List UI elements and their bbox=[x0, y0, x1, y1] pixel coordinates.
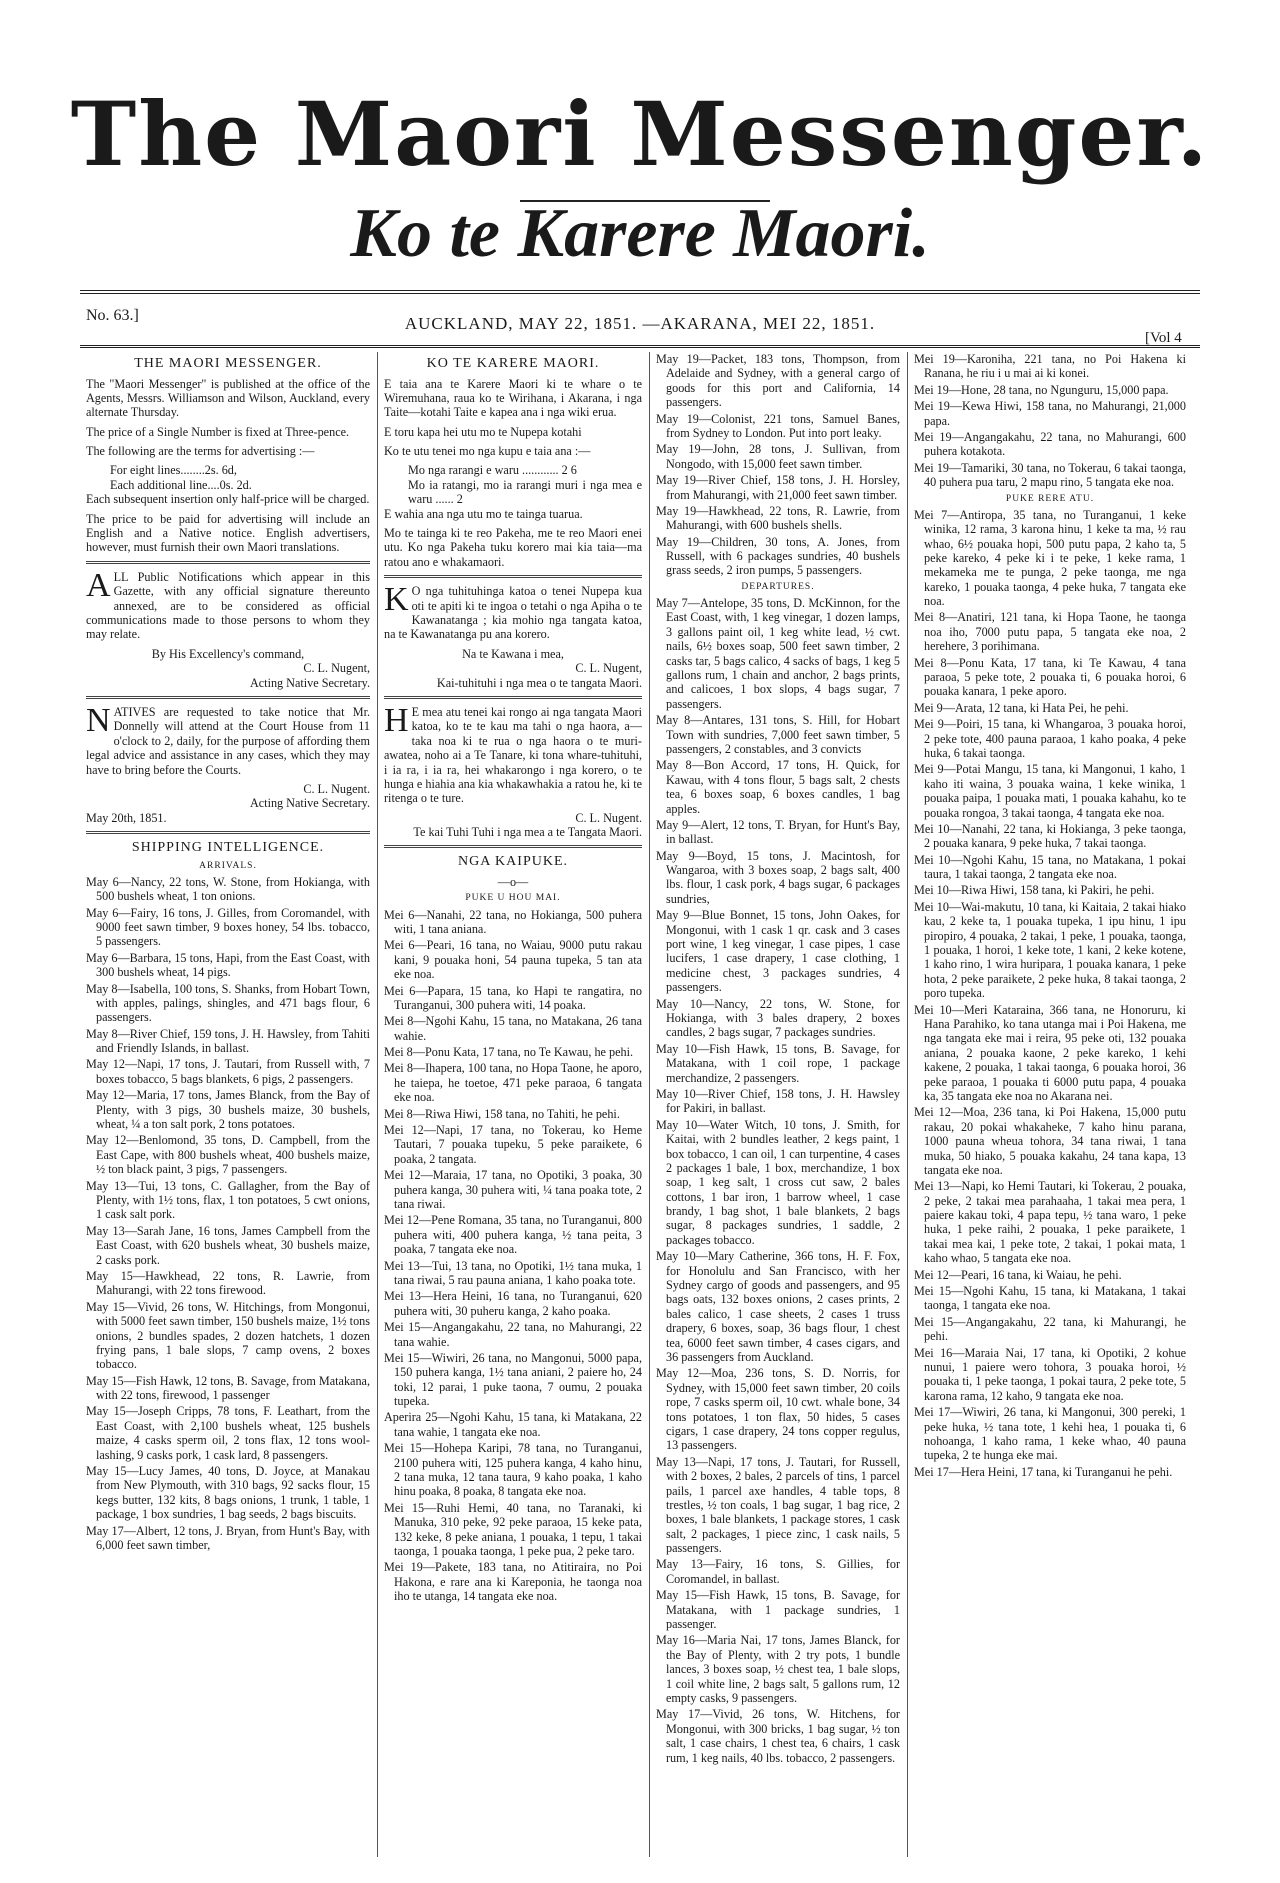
issue-volume: [Vol 4 bbox=[1145, 330, 1182, 346]
shipping-entry: Mei 10—Wai-makutu, 10 tana, ki Kaitaia, 2 takai hiako kau, 2 keke ta, 1 pouaka tupeka, 1 ipu hinu, 1 ipu piropiro, 4 pouaka, 2 takai, 1 peke, 1 pouaka, taonga, 1 pouaka, 1 horoi, 1 keke tote, 1 kani, 2 keke kotene, 1 kaho rino, 1 wira huripara, 1 pouaka kanara, 1 peke hota, 2 peke paraikete, 2 peke huka, 8 takai taonga, 2 poro tupeka. bbox=[914, 899, 1186, 1001]
price-notice: E toru kapa hei utu mo te Nupepa kotahi bbox=[384, 424, 582, 439]
shipping-entry: Mei 9—Potai Mangu, 15 tana, ki Mangonui, 1 kaho, 1 kaho iti waina, 3 pouaka waina, 1 keke winika, 1 pouaka paipa, 1 pouaka mati, 1 pouaka kahahu, ko te pouaka rongoa, 3 takai taonga, 4 tangata eke noa. bbox=[914, 762, 1186, 820]
shipping-entry: May 10—Nancy, 22 tons, W. Stone, for Hokianga, with 3 bales drapery, 2 boxes candles, 2 bags sugar, 7 packages sundries. bbox=[656, 996, 900, 1040]
shipping-entry: Mei 8—Anatiri, 121 tana, ki Hopa Taone, he taonga noa iho, 7000 putu papa, 5 tangata eke noa, 2 herehere, 3 porihimana. bbox=[914, 610, 1186, 654]
shipping-entry: May 13—Napi, 17 tons, J. Tautari, for Russell, with 2 boxes, 2 bales, 2 parcels of tins, 1 parcel pails, 1 parcel axe handles, 4 table tops, 8 trestles, ½ ton coals, 1 bag sugar, 1 bag rice, 2 boxes, 1 bale blankets, 1 package stores, 1 cask salt, 2 packages, 1 piece zinc, 1 cask nails, 5 passengers. bbox=[656, 1454, 900, 1556]
masthead bbox=[0, 0, 1280, 290]
signature-title: Acting Native Secretary. bbox=[249, 675, 370, 690]
public-notifications bbox=[384, 581, 642, 642]
arrivals-list bbox=[384, 908, 642, 1604]
shipping-entry: Mei 9—Arata, 12 tana, ki Hata Pei, he pehi. bbox=[914, 700, 1129, 715]
shipping-entry: May 16—Maria Nai, 17 tons, James Blanck, for the Bay of Plenty, with 2 try pots, 1 bundle lances, 3 boxes soap, ½ chest tea, 1 bale slops, 1 coil white line, 2 bags salt, 5 gallons rum, 12 empty casks, 9 passengers. bbox=[656, 1633, 900, 1705]
arrivals-list bbox=[86, 875, 370, 1553]
arrivals-list bbox=[914, 352, 1186, 490]
shipping-entry: May 15—Hawkhead, 22 tons, R. Lawrie, from Mahurangi, with 22 tons firewood. bbox=[86, 1268, 370, 1298]
drop-cap: A bbox=[86, 566, 111, 604]
shipping-entry: May 15—Fish Hawk, 15 tons, B. Savage, for Matakana, with 1 package sundries, 1 passenger. bbox=[656, 1588, 900, 1632]
subsequent-insertion: E wahia ana nga utu mo te tainga tuarua. bbox=[384, 506, 583, 521]
signature-name: C. L. Nugent, bbox=[303, 661, 370, 676]
shipping-entry: Mei 8—Ihapera, 100 tana, no Hopa Taone, he aporo, he taiepa, he toetoe, 471 peke paraoa, 6 tangata eke noa. bbox=[384, 1061, 642, 1105]
signature-name: C. L. Nugent. bbox=[303, 781, 370, 796]
section-heading: THE MAORI MESSENGER. bbox=[134, 356, 322, 371]
command-line: Na te Kawana i mea, bbox=[462, 646, 564, 661]
shipping-entry: May 19—John, 28 tons, J. Sullivan, from Nongodo, with 15,000 feet sawn timber. bbox=[656, 442, 900, 471]
column-divider bbox=[377, 352, 378, 1857]
shipping-entry: Mei 12—Pene Romana, 35 tana, no Turanganui, 800 puhera witi, 400 puhera kanga, ½ tana peita, 3 poaka, 7 tangata eke noa. bbox=[384, 1213, 642, 1257]
subsection-heading: ARRIVALS. bbox=[199, 860, 257, 871]
shipping-entry: May 9—Boyd, 15 tons, J. Macintosh, for Wangaroa, with 3 boxes soap, 2 bags salt, 400 lbs. flour, 1 cask pork, 4 bags sugar, 6 packages sundries, bbox=[656, 848, 900, 906]
section-rule bbox=[86, 561, 370, 564]
section-rule bbox=[86, 831, 370, 834]
shipping-entry: May 8—River Chief, 159 tons, J. H. Hawsley, from Tahiti and Friendly Islands, in ballast. bbox=[86, 1026, 370, 1056]
section-rule bbox=[384, 696, 642, 699]
shipping-entry: May 17—Vivid, 26 tons, W. Hitchens, for Mongonui, with 300 bricks, 1 bag sugar, ½ ton salt, 1 case chairs, 1 chest tea, 6 chairs, 1 cask rum, 1 keg nails, 40 lbs. tobacco, 2 passengers. bbox=[656, 1707, 900, 1765]
shipping-entry: Mei 13—Hera Heini, 16 tana, no Turanganui, 620 puhera witi, 30 puheru kanga, 2 kaho poaka. bbox=[384, 1289, 642, 1318]
column-divider bbox=[907, 352, 908, 1857]
notice-body: LL Public Notifications which appear in this Gazette, with any official signature thereunto annexed, are to be considered as official communications made to those persons to whom they may relate. bbox=[86, 569, 370, 642]
shipping-entry: May 12—Benlomond, 35 tons, D. Campbell, from the East Cape, with 800 bushels wheat, 400 bushels maize, ½ ton black paint, 3 pigs, 7 passengers. bbox=[86, 1133, 370, 1177]
shipping-entry: Mei 10—Nanahi, 22 tana, ki Hokianga, 3 peke taonga, 2 pouaka kanara, 9 peke huka, 7 takai taonga. bbox=[914, 821, 1186, 851]
shipping-entry: Mei 12—Moa, 236 tana, ki Poi Hakena, 15,000 putu rakau, 20 pokai whakaheke, 7 kaho hinu parana, 1000 pauna wheua tohora, 34 tana riwai, 1 tana muka, 50 hiako, 5 pouaka kakahu, 24 tana kapa, 13 tangata eke noa. bbox=[914, 1105, 1186, 1177]
signature-name: C. L. Nugent. bbox=[575, 810, 642, 825]
section-rule bbox=[384, 845, 642, 848]
shipping-entry: May 13—Tui, 13 tons, C. Gallagher, from the Bay of Plenty, with 1½ tons, flax, 1 ton potatoes, 5 cwt onions, 1 cask salt pork. bbox=[86, 1178, 370, 1222]
signature-title: Te kai Tuhi Tuhi i nga mea a te Tangata Maori. bbox=[413, 825, 642, 840]
shipping-entry: Mei 8—Ponu Kata, 17 tana, no Te Kawau, he pehi. bbox=[384, 1045, 634, 1060]
shipping-entry: Mei 15—Ngohi Kahu, 15 tana, ki Matakana, 1 takai taonga, 1 tangata eke noa. bbox=[914, 1284, 1186, 1313]
notice-body: ATIVES are requested to take notice that Mr. Donnelly will attend at the Court House from 11 o'clock to 2, daily, for the purpose of affording them legal advice and assistance in any cases, which they may have to bring before the Courts. bbox=[86, 704, 370, 777]
command-line: By His Excellency's command, bbox=[151, 646, 305, 661]
shipping-entry: May 7—Antelope, 35 tons, D. McKinnon, for the East Coast, with, 1 keg vinegar, 1 dozen lamps, 3 gallons paint oil, 1 keg white lead, ½ cwt. nails, 6½ boxes soap, 500 feet sawn timber, 2 casks tar, 5 bags calico, 4 sacks of bags, 1 keg 5 gallons rum, 1 chain and anchor, 2 bags prints, and calicoes, 1 box slops, 4 bags sugar, 7 passengers. bbox=[656, 596, 900, 711]
shipping-entry: May 17—Albert, 12 tons, J. Bryan, from Hunt's Bay, with 6,000 feet sawn timber, bbox=[86, 1523, 370, 1552]
shipping-entry: May 6—Fairy, 16 tons, J. Gilles, from Coromandel, with 9000 feet sawn timber, 9 boxes honey, 54 lbs. tobacco, 5 passengers. bbox=[86, 905, 370, 949]
shipping-entry: May 19—Children, 30 tons, A. Jones, from Russell, with 6 packages sundries, 40 bushels grass seeds, 2 iron pumps, 5 passengers. bbox=[656, 534, 900, 578]
pakeha-advertisers-notice: Mo te tainga ki te reo Pakeha, me te reo Maori enei utu. Ko nga Pakeha tuku korero mai kia taia—ma ratou ano e whakamaori. bbox=[384, 526, 642, 569]
shipping-entry: May 10—Water Witch, 10 tons, J. Smith, for Kaitai, with 2 bundles leather, 2 kegs paint, 1 box tobacco, 1 can oil, 1 can turpentine, 4 cases 2 packages 1 bale, 1 box, merchandize, 1 box soap, 1 keg salt, 1 cross cut saw, 2 bales cottons, 1 bar iron, 1 barrow wheel, 1 case brandy, 1 bag shot, 1 bale blankets, 2 bags sugar, 8 packages sundries, 1 saddle, 2 packages tobacco. bbox=[656, 1117, 900, 1247]
section-rule bbox=[384, 575, 642, 578]
signature-title: Acting Native Secretary. bbox=[249, 796, 370, 811]
subsection-heading: PUKE RERE ATU. bbox=[1005, 493, 1095, 504]
column-maori-notices bbox=[384, 352, 642, 1862]
column-divider bbox=[649, 352, 650, 1857]
shipping-entry: Aperira 25—Ngohi Kahu, 15 tana, ki Matakana, 22 tana wahie, 1 tangata eke noa. bbox=[384, 1410, 642, 1439]
signature-name: C. L. Nugent, bbox=[575, 661, 642, 676]
section-heading: KO TE KARERE MAORI. bbox=[426, 356, 600, 371]
advertising-terms: The following are the terms for advertising :— bbox=[86, 444, 315, 459]
shipping-entry: May 8—Bon Accord, 17 tons, H. Quick, for Kawau, with 4 tons flour, 5 bags salt, 2 chests tea, 6 boxes soap, 6 boxes candles, 1 bag apples. bbox=[656, 758, 900, 816]
shipping-entry: Mei 17—Wiwiri, 26 tana, ki Mangonui, 300 pereki, 1 peke huka, ½ tana tote, 1 kehi hea, 1 pouaka ti, 6 nohoanga, 1 kaho rama, 1 keke whao, 40 pauna tupeka, 2 te hunga eke mai. bbox=[914, 1405, 1186, 1463]
shipping-entry: May 15—Joseph Cripps, 78 tons, F. Leathart, from the East Coast, with 2,100 bushels wheat, 125 bushels maize, 4 casks sperm oil, 2 tons flax, 12 tons wool-lashing, 9 casks pork, 1 cask lard, 8 passengers. bbox=[86, 1404, 370, 1462]
court-notice bbox=[86, 701, 370, 777]
shipping-entry: May 13—Sarah Jane, 16 tons, James Campbell from the East Coast, with 620 bushels wheat, 30 bushels maize, 2 casks pork. bbox=[86, 1223, 370, 1267]
shipping-entry: May 19—River Chief, 158 tons, J. H. Horsley, from Mahurangi, with 21,000 feet sawn timber. bbox=[656, 473, 900, 502]
header-rule-top bbox=[80, 290, 1200, 294]
shipping-entry: Mei 7—Antiropa, 35 tana, no Turanganui, 1 keke winika, 12 rama, 3 karona hinu, 1 keke ta ma, ½ rau whao, 6½ pouaka hopi, 500 putu papa, 2 kaho ta, 5 peke kareko, 4 peke ki i te peke, 1 keke rama, 1 mekameka me te punga, 2 peke taonga, me nga kareko, 1 pouaka taonga, 4 peke huka, 7 tangata eke noa. bbox=[914, 507, 1186, 609]
heading-ornament: —o— bbox=[497, 874, 529, 889]
shipping-entry: May 15—Fish Hawk, 12 tons, B. Savage, from Matakana, with 22 tons, firewood, 1 passenger bbox=[86, 1373, 370, 1403]
shipping-entry: Mei 12—Maraia, 17 tana, no Opotiki, 3 poaka, 30 puhera kanga, 30 puhera witi, ¼ tana poaka tote, 2 tana riwai. bbox=[384, 1168, 642, 1211]
shipping-entry: May 10—Mary Catherine, 366 tons, H. F. Fox, for Honolulu and San Francisco, with her Sydney cargo of goods and passengers, and 95 bags oats, 132 boxes onions, 2 cases prints, 2 bales calico, 1 case sheets, 2 cases 1 truss drapery, 6 boxes, soap, 36 bags flour, 1 chest tea, 6000 feet sawn timber, 4 cases cigars, and 36 passengers from Auckland. bbox=[656, 1249, 900, 1364]
shipping-entry: Mei 13—Napi, ko Hemi Tautari, ki Tokerau, 2 pouaka, 2 peke, 2 takai mea parahaaha, 1 takai mea pera, 1 paiere kakau toki, 4 papa tepu, ½ tana waro, 1 peke huka, 1 peke raihi, 2 pouaka, 1 peke paraikete, 1 takai mea kai, 1 peke tote, 2 takai, 1 pokai mata, 1 kaho whao, 5 tangata eke noa. bbox=[914, 1179, 1186, 1266]
shipping-entry: Mei 6—Papara, 15 tana, ko Hapi te rangatira, no Turanganui, 300 puhera witi, 14 poaka. bbox=[384, 983, 642, 1012]
rate-line: Mo ia ratangi, mo ia rarangi muri i nga mea e waru ...... 2 bbox=[408, 477, 642, 507]
shipping-entry: Mei 15—Angangakahu, 22 tana, ki Mahurangi, he pehi. bbox=[914, 1314, 1186, 1344]
signature-title: Kai-tuhituhi i nga mea o te tangata Maori. bbox=[436, 675, 642, 690]
shipping-entry: May 8—Antares, 131 tons, S. Hill, for Hobart Town with sundries, 7,000 feet sawn timber, 5 passengers, 2 constables, and 3 convicts bbox=[656, 713, 900, 756]
shipping-entry: Mei 6—Nanahi, 22 tana, no Hokianga, 500 puhera witi, 1 tana aniana. bbox=[384, 907, 642, 936]
shipping-entry: May 6—Barbara, 15 tons, Hapi, from the East Coast, with 300 bushels wheat, 14 pigs. bbox=[86, 950, 370, 980]
publication-notice: The "Maori Messenger" is published at the office of the Agents, Messrs. Williamson and Wilson, Auckland, every alternate Thursday. bbox=[86, 376, 370, 420]
shipping-entry: Mei 15—Angangakahu, 22 tana, no Mahurangi, 22 tana wahie. bbox=[384, 1320, 642, 1349]
drop-cap: H bbox=[384, 701, 409, 739]
issue-number: No. 63.] bbox=[86, 307, 139, 324]
shipping-entry: Mei 16—Maraia Nai, 17 tana, ki Opotiki, 2 kohue nunui, 1 paiere wero tohora, 3 pouaka horoi, ½ pouaka ti, 1 peke taonga, 1 pokai taura, 2 peke tote, 5 karona rama, 12 kaho, 9 tangata eke noa. bbox=[914, 1345, 1186, 1403]
section-heading: NGA KAIPUKE. bbox=[458, 854, 568, 870]
shipping-entry: Mei 19—Kewa Hiwi, 158 tana, no Mahurangi, 21,000 papa. bbox=[914, 399, 1186, 428]
notice-body: O nga tuhituhinga katoa o tenei Nupepa kua oti te apiti ki te ingoa o tetahi o nga Apiha o te Kawanatanga ; kia mohio nga tangata katoa, na te Kawanatanga pu ana korero. bbox=[384, 584, 642, 642]
shipping-entry: May 12—Maria, 17 tons, James Blanck, from the Bay of Plenty, with 3 pigs, 30 bushels maize, 30 bushels, wheat, ¼ a ton salt pork, 2 tons potatoes. bbox=[86, 1088, 370, 1132]
rate-line: Mo nga rarangi e waru ............ 2 6 bbox=[408, 463, 577, 478]
shipping-entry: May 8—Isabella, 100 tons, S. Shanks, from Hobart Town, with apples, palings, shingles, and 471 bags flour, 6 passengers. bbox=[86, 981, 370, 1025]
shipping-entry: Mei 9—Poiri, 15 tana, ki Whangaroa, 3 pouaka horoi, 2 peke tote, 400 pauna paraoa, 1 kaho poaka, 4 peke huka, 6 takai taonga. bbox=[914, 717, 1186, 760]
rate-line: For eight lines........2s. 6d, bbox=[110, 463, 237, 478]
publication-notice: E taia ana te Karere Maori ki te whare o te Wiremuhana, raua ko te Wirihana, i Akarana, i nga Taite—kotahi Taite e kapea ana i nga wiki erua. bbox=[384, 376, 642, 420]
advertising-terms: Ko te utu tenei mo nga kupu e taia ana :— bbox=[384, 444, 591, 459]
shipping-entry: Mei 15—Wiwiri, 26 tana, no Mangonui, 5000 papa, 150 puhera kanga, 1½ tana aniani, 2 paiere ho, 24 toki, 12 parai, 1 puke taona, 7 oumu, 2 pouaka tupeka. bbox=[384, 1350, 642, 1409]
price-notice: The price of a Single Number is fixed at Three-pence. bbox=[86, 424, 350, 439]
shipping-entry: Mei 12—Peari, 16 tana, ki Waiau, he pehi. bbox=[914, 1267, 1122, 1282]
departures-list bbox=[656, 596, 900, 1765]
shipping-entry: Mei 15—Hohepa Karipi, 78 tana, no Turanganui, 2100 puhera witi, 125 puhera kanga, 4 kaho hinu, 2 tana muka, 12 tana taura, 9 kaho poaka, 1 kaho hinu poaka, 8 poaka, 8 tangata eke noa. bbox=[384, 1441, 642, 1499]
subsection-heading: DEPARTURES. bbox=[741, 581, 815, 592]
notice-body: E mea atu tenei kai rongo ai nga tangata Maori katoa, ko te te kau ma tahi o nga haora, a—taka noa ki te rua o nga haora o te muri-awatea, noho ai a Te Tanare, ki tona whare-tuhituhi, i ia ra, i ia ra, hei whakarongo i nga korero, o te hunga e hiahia ana kia whakawhakia a ratou he, ki te ritenga o te ture. bbox=[384, 704, 642, 806]
shipping-entry: May 9—Blue Bonnet, 15 tons, John Oakes, for Mongonui, with 1 cask 1 qr. cask and 3 cases port wine, 1 keg vinegar, 1 case pipes, 1 case lucifers, 1 case drapery, 1 case clothing, 1 medicine chest, 3 packages sundries, 4 passengers. bbox=[656, 908, 900, 995]
shipping-entry: May 19—Colonist, 221 tons, Samuel Banes, from Sydney to London. Put into port leaky. bbox=[656, 411, 900, 440]
shipping-entry: Mei 6—Peari, 16 tana, no Waiau, 9000 putu rakau kani, 9 pouaka honi, 54 pauna tupeka, 5 tan ata eke noa. bbox=[384, 938, 642, 982]
shipping-entry: Mei 19—Angangakahu, 22 tana, no Mahurangi, 600 puhera kotakota. bbox=[914, 429, 1186, 459]
shipping-entry: Mei 19—Tamariki, 30 tana, no Tokerau, 6 takai taonga, 40 puhera pua taru, 2 mapu rino, 5 tangata eke noa. bbox=[914, 460, 1186, 490]
shipping-entry: Mei 19—Pakete, 183 tana, no Atitiraira, no Poi Hakona, e rare ana ki Kareponia, he taonga noa iho te utanga, 14 tangata eke noa. bbox=[384, 1560, 642, 1604]
public-notifications bbox=[86, 566, 370, 642]
rate-line: Each additional line....0s. 2d. bbox=[110, 477, 252, 492]
drop-cap: N bbox=[86, 701, 111, 739]
subsection-heading: PUKE U HOU MAI. bbox=[465, 893, 561, 904]
shipping-entry: May 15—Vivid, 26 tons, W. Hitchings, from Mongonui, with 5000 feet sawn timber, 150 bushels maize, 1½ tons onions, 2 bundles spades, 2 dozen hatchets, 1 dozen frying pans, 1 bale slops, 7 camp ovens, 2 boxes tobacco. bbox=[86, 1299, 370, 1372]
shipping-entry: Mei 12—Napi, 17 tana, no Tokerau, ko Heme Tautari, 7 pouaka tupeku, 5 peke paraikete, 6 poaka, 2 tangata. bbox=[384, 1123, 642, 1166]
shipping-entry: Mei 17—Hera Heini, 17 tana, ki Turanganui he pehi. bbox=[914, 1464, 1173, 1479]
column-english-shipping bbox=[656, 352, 900, 1862]
shipping-entry: May 10—River Chief, 158 tons, J. H. Hawsley for Pakiri, in ballast. bbox=[656, 1086, 900, 1116]
issue-date-line: AUCKLAND, MAY 22, 1851. —AKARANA, MEI 22, 1851. bbox=[404, 314, 876, 333]
shipping-entry: Mei 10—Ngohi Kahu, 15 tana, no Matakana, 1 pokai taura, 1 takai taonga, 2 tangata eke noa. bbox=[914, 852, 1186, 882]
column-maori-shipping bbox=[914, 352, 1186, 1862]
drop-cap: K bbox=[384, 581, 409, 619]
shipping-entry: May 12—Napi, 17 tons, J. Tautari, from Russell with, 7 boxes tobacco, 5 bags blankets, 6 pigs, 2 passengers. bbox=[86, 1057, 370, 1086]
shipping-entry: May 12—Moa, 236 tons, S. D. Norris, for Sydney, with 15,000 feet sawn timber, 20 coils rope, 7 casks sperm oil, 10 cwt. whale bone, 34 tons potatoes, 1 ton flax, 50 hides, 5 cases cigars, 1 case drapery, 24 tons copper regulus, 13 passengers. bbox=[656, 1366, 900, 1453]
shipping-entry: May 10—Fish Hawk, 15 tons, B. Savage, for Matakana, with 1 coil rope, 1 package merchandize, 2 passengers. bbox=[656, 1041, 900, 1085]
header-rule-bottom bbox=[80, 345, 1200, 348]
section-rule bbox=[86, 696, 370, 699]
arrivals-list bbox=[656, 352, 900, 578]
column-english-notices bbox=[86, 352, 370, 1862]
shipping-entry: May 19—Hawkhead, 22 tons, R. Lawrie, from Mahurangi, with 600 bushels shells. bbox=[656, 503, 900, 533]
shipping-entry: Mei 19—Hone, 28 tana, no Ngunguru, 15,000 papa. bbox=[914, 382, 1169, 397]
shipping-entry: Mei 8—Ponu Kata, 17 tana, ki Te Kawau, 4 tana paraoa, 5 peke tote, 2 pouaka ti, 6 pouaka horoi, 6 pouaka kanara, 1 peke aporo. bbox=[914, 655, 1186, 699]
departures-list bbox=[914, 508, 1186, 1479]
newspaper-title-english: The Maori Messenger. bbox=[70, 82, 1210, 186]
shipping-entry: Mei 10—Riwa Hiwi, 158 tana, ki Pakiri, he pehi. bbox=[914, 883, 1155, 898]
shipping-entry: Mei 13—Tui, 13 tana, no Opotiki, 1½ tana muka, 1 tana riwai, 5 rau pauna aniana, 1 kaho poaka tote. bbox=[384, 1258, 642, 1287]
court-notice bbox=[384, 701, 642, 806]
shipping-entry: Mei 10—Meri Kataraina, 366 tana, ne Honoruru, ki Hana Parahiko, ko tana utanga mai i Poi Hakena, me nga tangata eke mai i reira, 95 peke oti, 132 pouaka aniana, 2 pouaka kaone, 2 peke kareko, 1 kehi kakene, 2 pouaka, 1 takai taonga, 6 pouaka horoi, 36 peke paraoa, 1 pouaka ti 6000 putu papa, 4 pouaka ka, 35 tangata eke noa no Akarana nei. bbox=[914, 1002, 1186, 1103]
newspaper-title-maori: Ko te Karere Maori. bbox=[350, 195, 930, 272]
english-advertisers-notice: The price to be paid for advertising will include an English and a Native notice. English advertisers, however, must furnish their own Maori translations. bbox=[86, 511, 370, 555]
section-heading: SHIPPING INTELLIGENCE. bbox=[131, 840, 325, 856]
shipping-entry: Mei 8—Riwa Hiwi, 158 tana, no Tahiti, he pehi. bbox=[384, 1106, 620, 1121]
subsequent-insertion: Each subsequent insertion only half-price will be charged. bbox=[86, 492, 370, 507]
shipping-entry: May 19—Packet, 183 tons, Thompson, from Adelaide and Sydney, with a general cargo of goods for this port and California, 14 passengers. bbox=[656, 352, 900, 410]
shipping-entry: Mei 19—Karoniha, 221 tana, no Poi Hakena ki Ranana, he riu i u mai ai ki konei. bbox=[914, 352, 1186, 381]
shipping-entry: May 9—Alert, 12 tons, T. Bryan, for Hunt's Bay, in ballast. bbox=[656, 817, 900, 847]
shipping-entry: May 15—Lucy James, 40 tons, D. Joyce, at Manakau from New Plymouth, with 310 bags, 92 sacks flour, 15 kegs butter, 132 kits, 8 bags onions, 1 trunk, 1 table, 1 package, 1 box sundries, 1 bag seeds, 2 bags biscuits. bbox=[86, 1464, 370, 1522]
notice-date: May 20th, 1851. bbox=[86, 810, 167, 825]
shipping-entry: May 13—Fairy, 16 tons, S. Gillies, for Coromandel, in ballast. bbox=[656, 1557, 900, 1586]
shipping-entry: Mei 15—Ruhi Hemi, 40 tana, no Taranaki, ki Manuka, 310 peke, 92 peke paraoa, 15 keke pata, 132 keke, 8 peke aniana, 1 pouaka, 1 tepu, 1 takai taonga, 1 pouaka taonga, 1 peke pua, 2 peke taro. bbox=[384, 1500, 642, 1558]
shipping-entry: Mei 8—Ngohi Kahu, 15 tana, no Matakana, 26 tana wahie. bbox=[384, 1014, 642, 1043]
shipping-entry: May 6—Nancy, 22 tons, W. Stone, from Hokianga, with 500 bushels wheat, 1 ton onions. bbox=[86, 874, 370, 904]
